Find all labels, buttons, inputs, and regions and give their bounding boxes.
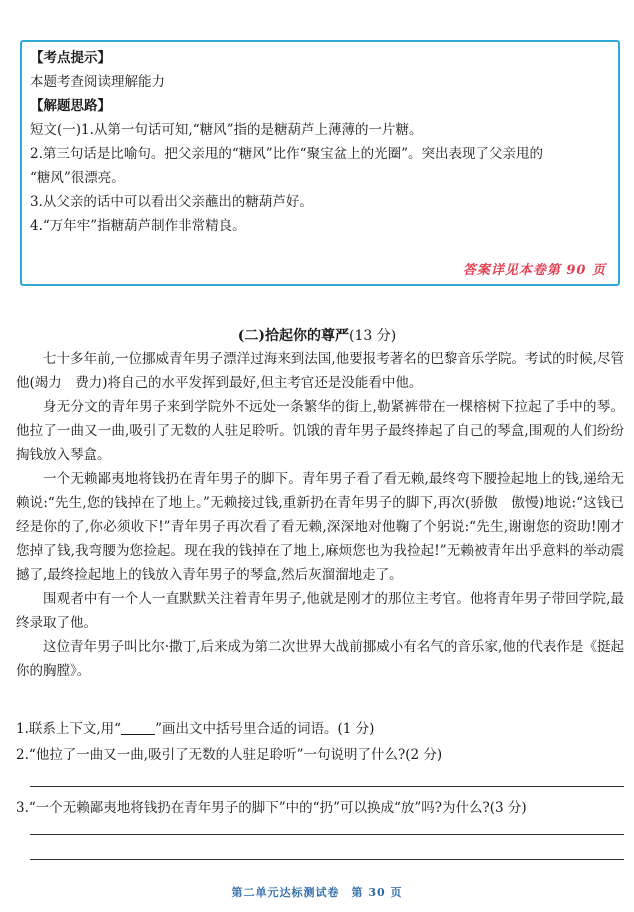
question-1-text-after: ”画出文中括号里合适的词语。(1 分) — [155, 721, 375, 737]
hint-key-point: 本题考查阅读理解能力 — [30, 74, 165, 90]
hint-heading-key-points: 【考点提示】 — [30, 50, 111, 66]
article-paragraph: 七十多年前,一位挪威青年男子漂洋过海来到法国,他要报考著名的巴黎音乐学院。考试的时候,尽管他(竭力 费力)将自己的水平发挥到最好,但主考官还是没能看中他。 — [16, 351, 624, 391]
question-3 — [16, 796, 624, 816]
hint-line: 短文(一)1.从第一句话可知,“糖风”指的是糖葫芦上薄薄的一片糖。 — [30, 122, 423, 138]
article — [16, 347, 624, 683]
article-paragraph: 这位青年男子叫比尔·撒丁,后来成为第二次世界大战前挪威小有名气的音乐家,他的代表作是《挺起你的胸膛》。 — [16, 639, 624, 679]
hint-line: 4.“万年牢”指糖葫芦制作非常精良。 — [30, 218, 246, 234]
article-paragraph: 围观者中有一个人一直默默关注着青年男子,他就是刚才的那位主考官。他将青年男子带回学院,最终录取了他。 — [16, 591, 624, 631]
answer-line[interactable] — [30, 834, 624, 835]
answer-line[interactable] — [30, 859, 624, 860]
question-3-text: 3.“一个无赖鄙夷地将钱扔在青年男子的脚下”中的“扔”可以换成“放”吗?为什么?(3 分) — [16, 800, 527, 816]
underline-sample — [121, 720, 155, 735]
section-score: (13 分) — [349, 328, 397, 344]
section-title — [0, 325, 634, 345]
article-paragraph: 一个无赖鄙夷地将钱扔在青年男子的脚下。青年男子看了看无赖,最终弯下腰捡起地上的钱,递给无赖说:“先生,您的钱掉在了地上。”无赖接过钱,重新扔在青年男子的脚下,再次(骄傲 傲慢)地说:“这钱已经是你的了,你必须收下!”青年男子再次看了看无赖,深深地对他鞠了个躬说:“先生,谢谢您的资助!刚才您掉了钱,我弯腰为您捡起。现在我的钱掉在了地上,麻烦您也为我捡起!”无赖被青年出乎意料的举动震撼了,最终捡起地上的钱放入青年男子的琴盒,然后灰溜溜地走了。 — [16, 471, 624, 583]
question-1-text-before: 1.联系上下文,用“ — [16, 721, 122, 737]
hint-line: 2.第三句话是比喻句。把父亲甩的“糖风”比作“聚宝盆上的光圈”。突出表现了父亲甩的 — [30, 146, 543, 162]
hint-line: “糖风”很漂亮。 — [30, 170, 125, 186]
question-2-text: 2.“他拉了一曲又一曲,吸引了无数的人驻足聆听”一句说明了什么?(2 分) — [16, 747, 443, 763]
section-title-text: (二)拾起你的尊严 — [237, 328, 350, 344]
page-footer: 第二单元达标测试卷 第 30 页 — [231, 886, 403, 899]
question-2 — [16, 743, 624, 763]
answer-line[interactable] — [30, 786, 624, 787]
article-paragraph: 身无分文的青年男子来到学院外不远处一条繁华的街上,勒紧裤带在一棵榕树下拉起了手中的琴。他拉了一曲又一曲,吸引了无数的人驻足聆听。饥饿的青年男子最终捧起了自己的琴盒,围观的人们纷纷掏钱放入琴盒。 — [16, 399, 624, 463]
hint-line: 3.从父亲的话中可以看出父亲蘸出的糖葫芦好。 — [30, 194, 313, 210]
question-1 — [16, 717, 624, 737]
hint-box — [20, 40, 620, 286]
answer-reference: 答案详见本卷第 90 页 — [462, 263, 606, 278]
hint-heading-approach: 【解题思路】 — [30, 98, 111, 114]
